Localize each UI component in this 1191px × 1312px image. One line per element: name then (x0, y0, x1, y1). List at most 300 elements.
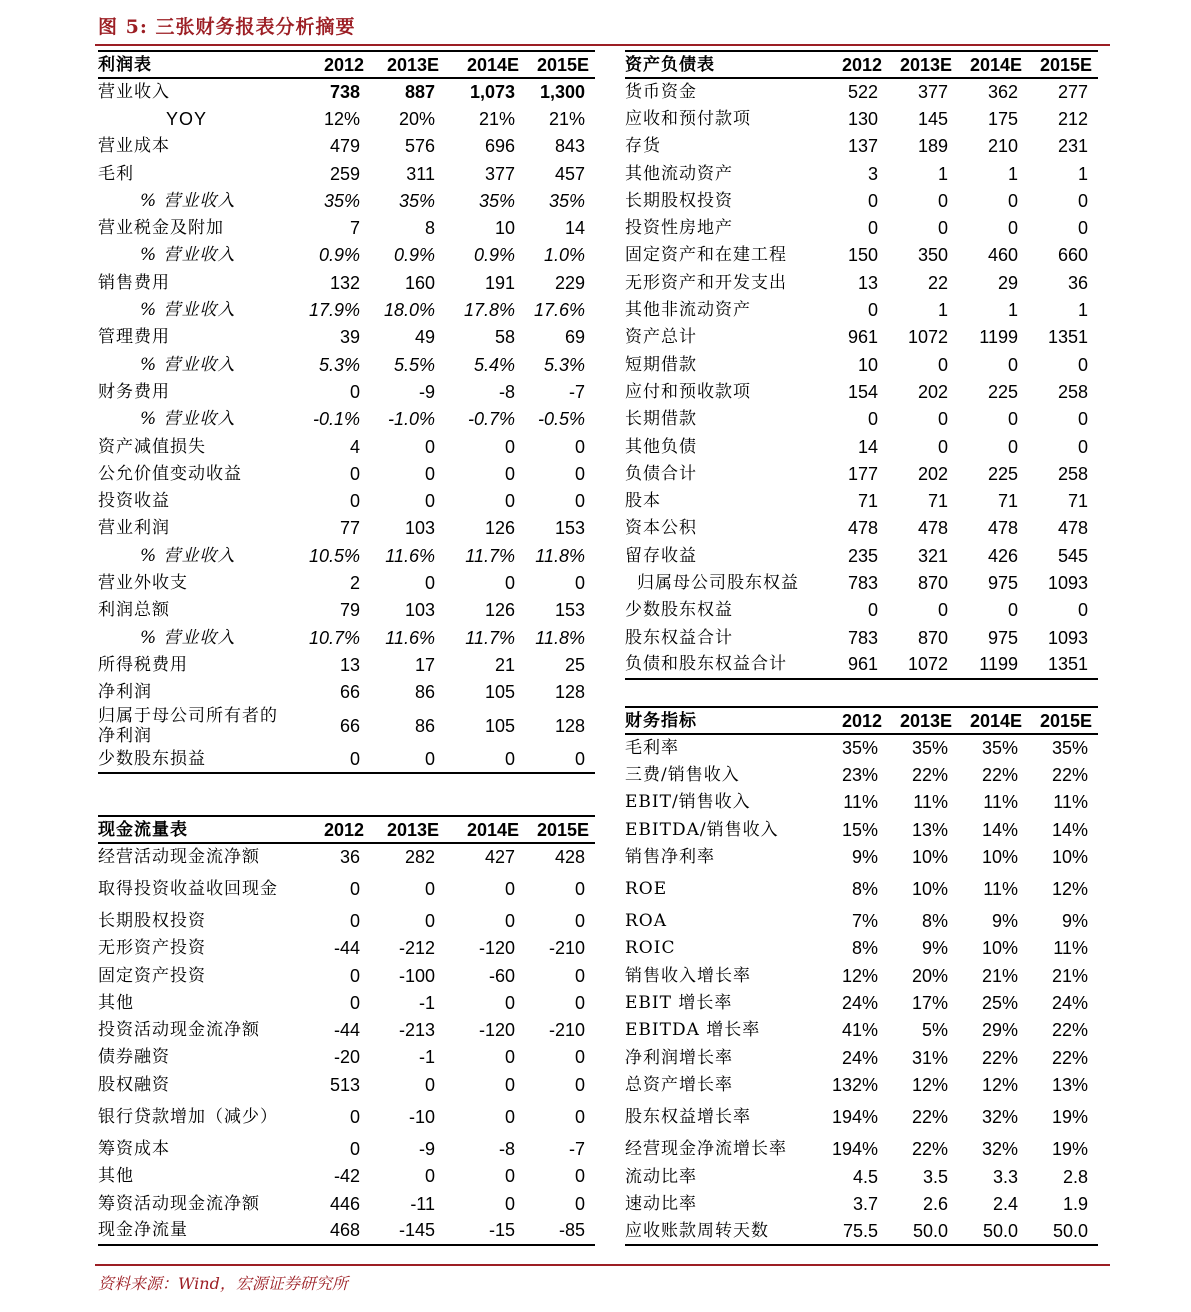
row-value: 0 (349, 910, 360, 931)
row-value: 0 (574, 1074, 585, 1095)
row-value: 8% (921, 911, 948, 932)
row-value: 0 (504, 436, 515, 457)
row-value: 258 (1057, 381, 1088, 402)
row-value: -15 (445, 1217, 525, 1244)
row-value: 22% (911, 1139, 948, 1160)
row-value: 0 (504, 878, 515, 899)
row-value: -1 (418, 992, 435, 1013)
row-value: 17.6% (533, 300, 585, 321)
row-label: 其他流动资产 (625, 163, 733, 184)
row-value: 11% (1053, 938, 1088, 959)
row-value: 20% (911, 965, 948, 986)
row-value: 0 (937, 409, 948, 430)
row-value: 0 (937, 218, 948, 239)
row-value: 35% (398, 190, 435, 211)
table-row (625, 433, 1098, 460)
row-value: 22% (1051, 1020, 1088, 1041)
row-value: 3.3 (992, 1166, 1018, 1187)
row-value: 231 (1057, 136, 1088, 157)
table-row (98, 351, 595, 378)
table-row (98, 242, 595, 269)
table-row (625, 515, 1098, 542)
table-row (98, 870, 595, 907)
row-label: 其他 (98, 1166, 134, 1187)
row-value: 32% (981, 1107, 1018, 1128)
table-row (625, 324, 1098, 351)
row-value: -1 (418, 1047, 435, 1068)
row-value: 0 (424, 491, 435, 512)
row-value: 0 (349, 1139, 360, 1160)
row-value: 58 (494, 327, 515, 348)
row-label: 归属母公司股东权益 (637, 572, 799, 593)
row-value: 738 (329, 82, 360, 103)
row-value: 35% (478, 190, 515, 211)
row-value: 4.5 (852, 1166, 878, 1187)
row-value: 0 (1007, 354, 1018, 375)
row-value: -212 (398, 938, 435, 959)
row-value: 8 (424, 218, 435, 239)
row-value: 21% (548, 108, 585, 129)
row-value: 1 (937, 163, 948, 184)
row-value: 15% (841, 819, 878, 840)
row-value: -0.7% (467, 409, 515, 430)
row-value: 0 (424, 878, 435, 899)
row-value: 35% (981, 738, 1018, 759)
row-value: 0.9% (318, 245, 360, 266)
row-value: 0 (504, 1047, 515, 1068)
row-value: -44 (333, 938, 360, 959)
row-value: 35% (548, 190, 585, 211)
row-label: 股东权益增长率 (625, 1107, 751, 1128)
row-value: 0 (937, 190, 948, 211)
table-row (98, 597, 595, 624)
row-value: 478 (847, 518, 878, 539)
row-value: 311 (406, 163, 435, 184)
row-value: 0 (349, 491, 360, 512)
row-value: 362 (987, 82, 1018, 103)
year-header: 2015E (525, 816, 595, 843)
row-value: -8 (498, 381, 515, 402)
row-value: 8% (851, 878, 878, 899)
table-row (98, 187, 595, 214)
table-row (625, 1217, 1098, 1244)
row-value: 2 (349, 572, 360, 593)
year-header: 2012 (295, 816, 370, 843)
table-row (98, 569, 595, 596)
row-value: 22 (927, 272, 948, 293)
row-value: 10.7% (308, 627, 360, 648)
row-value: 1 (1007, 300, 1018, 321)
row-value: -9 (418, 381, 435, 402)
row-label: 总资产增长率 (625, 1074, 733, 1095)
row-value: 145 (917, 108, 948, 129)
table-row (625, 907, 1098, 934)
row-label: 长期股权投资 (98, 910, 206, 931)
row-value: 29 (997, 272, 1018, 293)
row-value: 10% (911, 846, 948, 867)
row-value: 0 (937, 600, 948, 621)
row-value: 153 (554, 518, 585, 539)
row-value: 10% (911, 878, 948, 899)
row-value: 377 (917, 82, 948, 103)
row-value: 428 (554, 847, 585, 868)
row-label: 少数股东权益 (625, 600, 733, 621)
row-value: 194% (831, 1107, 878, 1128)
year-header: 2012 (820, 51, 888, 78)
row-value: -0.1% (312, 409, 360, 430)
row-value: 12% (1051, 878, 1088, 899)
table-row (625, 1136, 1098, 1163)
year-header: 2015E (525, 51, 595, 78)
row-value: 29% (981, 1020, 1018, 1041)
row-value: 282 (404, 847, 435, 868)
row-value: 11% (913, 792, 948, 813)
row-value: 137 (847, 136, 878, 157)
row-value: -100 (398, 965, 435, 986)
table-row (98, 651, 595, 678)
row-label: 销售收入增长率 (625, 965, 751, 986)
row-value: 961 (847, 327, 878, 348)
year-header: 2013E (370, 816, 445, 843)
row-value: 258 (1057, 463, 1088, 484)
row-value: -210 (548, 938, 585, 959)
table-row (625, 1190, 1098, 1217)
row-value: 478 (917, 518, 948, 539)
row-value: 12% (911, 1074, 948, 1095)
row-value: 0 (574, 1166, 585, 1187)
row-label: 少数股东损益 (98, 746, 295, 773)
row-value: 128 (554, 682, 585, 703)
row-label: % 营业收入 (140, 627, 236, 648)
row-value: -60 (488, 965, 515, 986)
row-value: 14% (981, 819, 1018, 840)
table-row (98, 1217, 595, 1244)
row-label: 营业外收支 (98, 572, 188, 593)
row-value: 457 (554, 163, 585, 184)
row-label: 货币资金 (625, 82, 697, 103)
row-value: 870 (917, 627, 948, 648)
row-value: 3.5 (922, 1166, 948, 1187)
row-label: 营业成本 (98, 136, 170, 157)
row-value: 50.0 (1028, 1217, 1098, 1244)
row-value: 0 (574, 992, 585, 1013)
row-value: 1199 (958, 651, 1028, 678)
row-label: EBIT/销售收入 (625, 792, 751, 813)
row-value: 1351 (1047, 327, 1088, 348)
year-header: 2012 (295, 51, 370, 78)
table-row (98, 1098, 595, 1135)
table-header-row (98, 816, 595, 843)
table-row (625, 734, 1098, 761)
row-label: 净利润 (98, 682, 152, 703)
row-value: 0 (424, 463, 435, 484)
row-value: 0 (525, 746, 595, 773)
row-value: 0 (445, 746, 525, 773)
row-value: 1 (1077, 163, 1088, 184)
row-value: 11.8% (535, 627, 585, 648)
year-header: 2012 (820, 707, 888, 734)
row-value: 25 (564, 654, 585, 675)
row-label: % 营业收入 (140, 409, 236, 430)
row-value: 202 (917, 463, 948, 484)
row-label: 流动比率 (625, 1166, 697, 1187)
row-value: 783 (847, 627, 878, 648)
row-value: 0 (504, 1193, 515, 1214)
row-label: 毛利 (98, 163, 134, 184)
row-value: 77 (339, 518, 360, 539)
row-value: 35% (1051, 738, 1088, 759)
table-row (625, 378, 1098, 405)
table-title: 现金流量表 (98, 816, 295, 843)
table-row (625, 962, 1098, 989)
row-label: 毛利率 (625, 738, 679, 759)
row-value: 1,300 (539, 82, 585, 103)
row-label: 投资性房地产 (625, 218, 733, 239)
row-label: 公允价值变动收益 (98, 463, 242, 484)
row-label: 财务费用 (98, 381, 170, 402)
row-value: 17% (911, 993, 948, 1014)
row-value: 5.3% (543, 354, 585, 375)
row-value: 11% (1053, 792, 1088, 813)
row-value: 887 (404, 82, 435, 103)
row-label: 资产减值损失 (98, 436, 206, 457)
table-row (98, 679, 595, 706)
row-label: 投资收益 (98, 491, 170, 512)
row-label: 股权融资 (98, 1074, 170, 1095)
year-header: 2013E (888, 51, 958, 78)
row-value: 0.9% (473, 245, 515, 266)
row-value: 71 (927, 491, 948, 512)
row-value: 1.0% (543, 245, 585, 266)
row-value: 19% (1051, 1139, 1088, 1160)
row-label: 销售净利率 (625, 846, 715, 867)
row-value: 79 (339, 600, 360, 621)
row-value: 0 (867, 218, 878, 239)
row-value: 103 (404, 600, 435, 621)
row-value: -7 (568, 381, 585, 402)
row-value: 0 (1077, 218, 1088, 239)
table-row (625, 269, 1098, 296)
year-header: 2015E (1028, 707, 1098, 734)
row-label: 销售费用 (98, 272, 170, 293)
table-row (98, 296, 595, 323)
table-row (98, 1190, 595, 1217)
row-label: 资产总计 (625, 327, 697, 348)
row-value: 35% (323, 190, 360, 211)
table-row (625, 133, 1098, 160)
row-label: 经营现金净流增长率 (625, 1139, 787, 1160)
row-label: 营业利润 (98, 518, 170, 539)
table-row (98, 324, 595, 351)
row-value: 35% (911, 738, 948, 759)
row-value: 23% (841, 764, 878, 785)
row-label: 应收账款周转天数 (625, 1217, 820, 1244)
row-label: 负债合计 (625, 463, 697, 484)
table-row (98, 1044, 595, 1071)
table-row (625, 460, 1098, 487)
row-value: 11% (983, 878, 1018, 899)
row-value: 0 (937, 354, 948, 375)
row-label: 固定资产投资 (98, 965, 206, 986)
row-value: 321 (917, 545, 948, 566)
row-value: 4 (349, 436, 360, 457)
row-value: 0 (574, 910, 585, 931)
row-value: 0 (424, 436, 435, 457)
row-value: 24% (841, 1047, 878, 1068)
row-label: 营业收入 (98, 82, 170, 103)
row-value: 50.0 (888, 1217, 958, 1244)
row-value: 0 (574, 878, 585, 899)
table-row (625, 597, 1098, 624)
row-value: 961 (820, 651, 888, 678)
row-value: 32% (981, 1139, 1018, 1160)
row-value: 17.8% (463, 300, 515, 321)
row-value: 132% (831, 1074, 878, 1095)
table-title: 利润表 (98, 51, 295, 78)
row-value: 19% (1051, 1107, 1088, 1128)
table-row (625, 816, 1098, 843)
row-value: 377 (484, 163, 515, 184)
row-label: 银行贷款增加（减少） (98, 1106, 278, 1127)
row-value: 86 (414, 715, 435, 736)
row-value: 191 (484, 272, 515, 293)
row-value: 0 (295, 746, 370, 773)
row-value: 0 (424, 1074, 435, 1095)
row-value: 0 (504, 491, 515, 512)
row-value: 1072 (888, 651, 958, 678)
table-title: 资产负债表 (625, 51, 820, 78)
table-row (98, 1163, 595, 1190)
row-value: 22% (1051, 1047, 1088, 1068)
row-value: 153 (554, 600, 585, 621)
row-value: 175 (987, 108, 1018, 129)
row-value: 210 (987, 136, 1018, 157)
row-value: 2.6 (922, 1193, 948, 1214)
row-label: 无形资产投资 (98, 938, 206, 959)
row-label: % 营业收入 (140, 190, 236, 211)
table-row (625, 78, 1098, 105)
row-value: 10% (1051, 846, 1088, 867)
row-label: 留存收益 (625, 545, 697, 566)
row-value: -210 (548, 1020, 585, 1041)
row-value: 545 (1057, 545, 1088, 566)
row-value: 0 (1007, 600, 1018, 621)
row-value: 50.0 (958, 1217, 1028, 1244)
row-value: 0 (349, 965, 360, 986)
row-value: 513 (329, 1074, 360, 1095)
row-value: 0 (504, 1166, 515, 1187)
table-row (625, 1099, 1098, 1136)
table-row (98, 460, 595, 487)
row-label: 取得投资收益收回现金 (98, 878, 278, 899)
row-value: 427 (484, 847, 515, 868)
row-label: 速动比率 (625, 1193, 697, 1214)
row-value: -120 (478, 1020, 515, 1041)
table-row (625, 789, 1098, 816)
row-value: 103 (404, 518, 435, 539)
row-value: 0 (349, 381, 360, 402)
row-value: 478 (987, 518, 1018, 539)
table-row (625, 296, 1098, 323)
year-header: 2013E (370, 51, 445, 78)
row-value: 350 (917, 245, 948, 266)
row-value: 10.5% (308, 545, 360, 566)
table-header-row (98, 51, 595, 78)
row-value: 468 (295, 1217, 370, 1244)
table-row (625, 351, 1098, 378)
row-value: 1,073 (469, 82, 515, 103)
row-value: 0 (1007, 436, 1018, 457)
row-value: 0 (574, 1193, 585, 1214)
row-value: -0.5% (537, 409, 585, 430)
table-row (625, 624, 1098, 651)
row-value: 1351 (1028, 651, 1098, 678)
row-label: % 营业收入 (140, 245, 236, 266)
row-label: 管理费用 (98, 327, 170, 348)
row-value: 0 (504, 910, 515, 931)
row-value: 0 (349, 992, 360, 1013)
row-value: 277 (1057, 82, 1088, 103)
row-value: 22% (911, 1107, 948, 1128)
row-value: 17 (414, 654, 435, 675)
table-row (98, 406, 595, 433)
table-row (98, 378, 595, 405)
year-header: 2014E (958, 707, 1028, 734)
row-value: -213 (398, 1020, 435, 1041)
row-value: 0 (504, 572, 515, 593)
table-row (98, 843, 595, 870)
row-value: 11.7% (465, 627, 515, 648)
table-row (625, 214, 1098, 241)
table-row (625, 1017, 1098, 1044)
table-row (625, 989, 1098, 1016)
row-value: 225 (987, 381, 1018, 402)
row-value: 0 (574, 965, 585, 986)
row-value: 696 (484, 136, 515, 157)
table-row (98, 1016, 595, 1043)
row-value: 0 (867, 600, 878, 621)
table-row (625, 105, 1098, 132)
row-value: 0 (370, 746, 445, 773)
table-row (98, 542, 595, 569)
row-label: EBITDA/销售收入 (625, 819, 779, 840)
table-row (98, 907, 595, 934)
bottom-divider (95, 1264, 1110, 1266)
row-value: 71 (997, 491, 1018, 512)
row-value: 10 (494, 218, 515, 239)
table-row (98, 935, 595, 962)
row-value: 12% (841, 965, 878, 986)
table-row (98, 105, 595, 132)
balance-sheet-table (625, 50, 1098, 680)
table-row (98, 962, 595, 989)
row-value: 235 (847, 545, 878, 566)
row-value: 24% (841, 993, 878, 1014)
row-value: 12% (981, 1074, 1018, 1095)
row-value: 71 (1067, 491, 1088, 512)
row-value: 5% (921, 1020, 948, 1041)
row-value: 5.5% (393, 354, 435, 375)
row-label: ROE (625, 878, 668, 899)
row-value: 11.6% (385, 545, 435, 566)
row-value: 478 (1057, 518, 1088, 539)
row-value: 1072 (907, 327, 948, 348)
row-value: 9% (921, 938, 948, 959)
row-value: 1093 (1047, 627, 1088, 648)
row-value: -8 (498, 1139, 515, 1160)
row-value: 0 (349, 463, 360, 484)
row-value: 212 (1057, 108, 1088, 129)
